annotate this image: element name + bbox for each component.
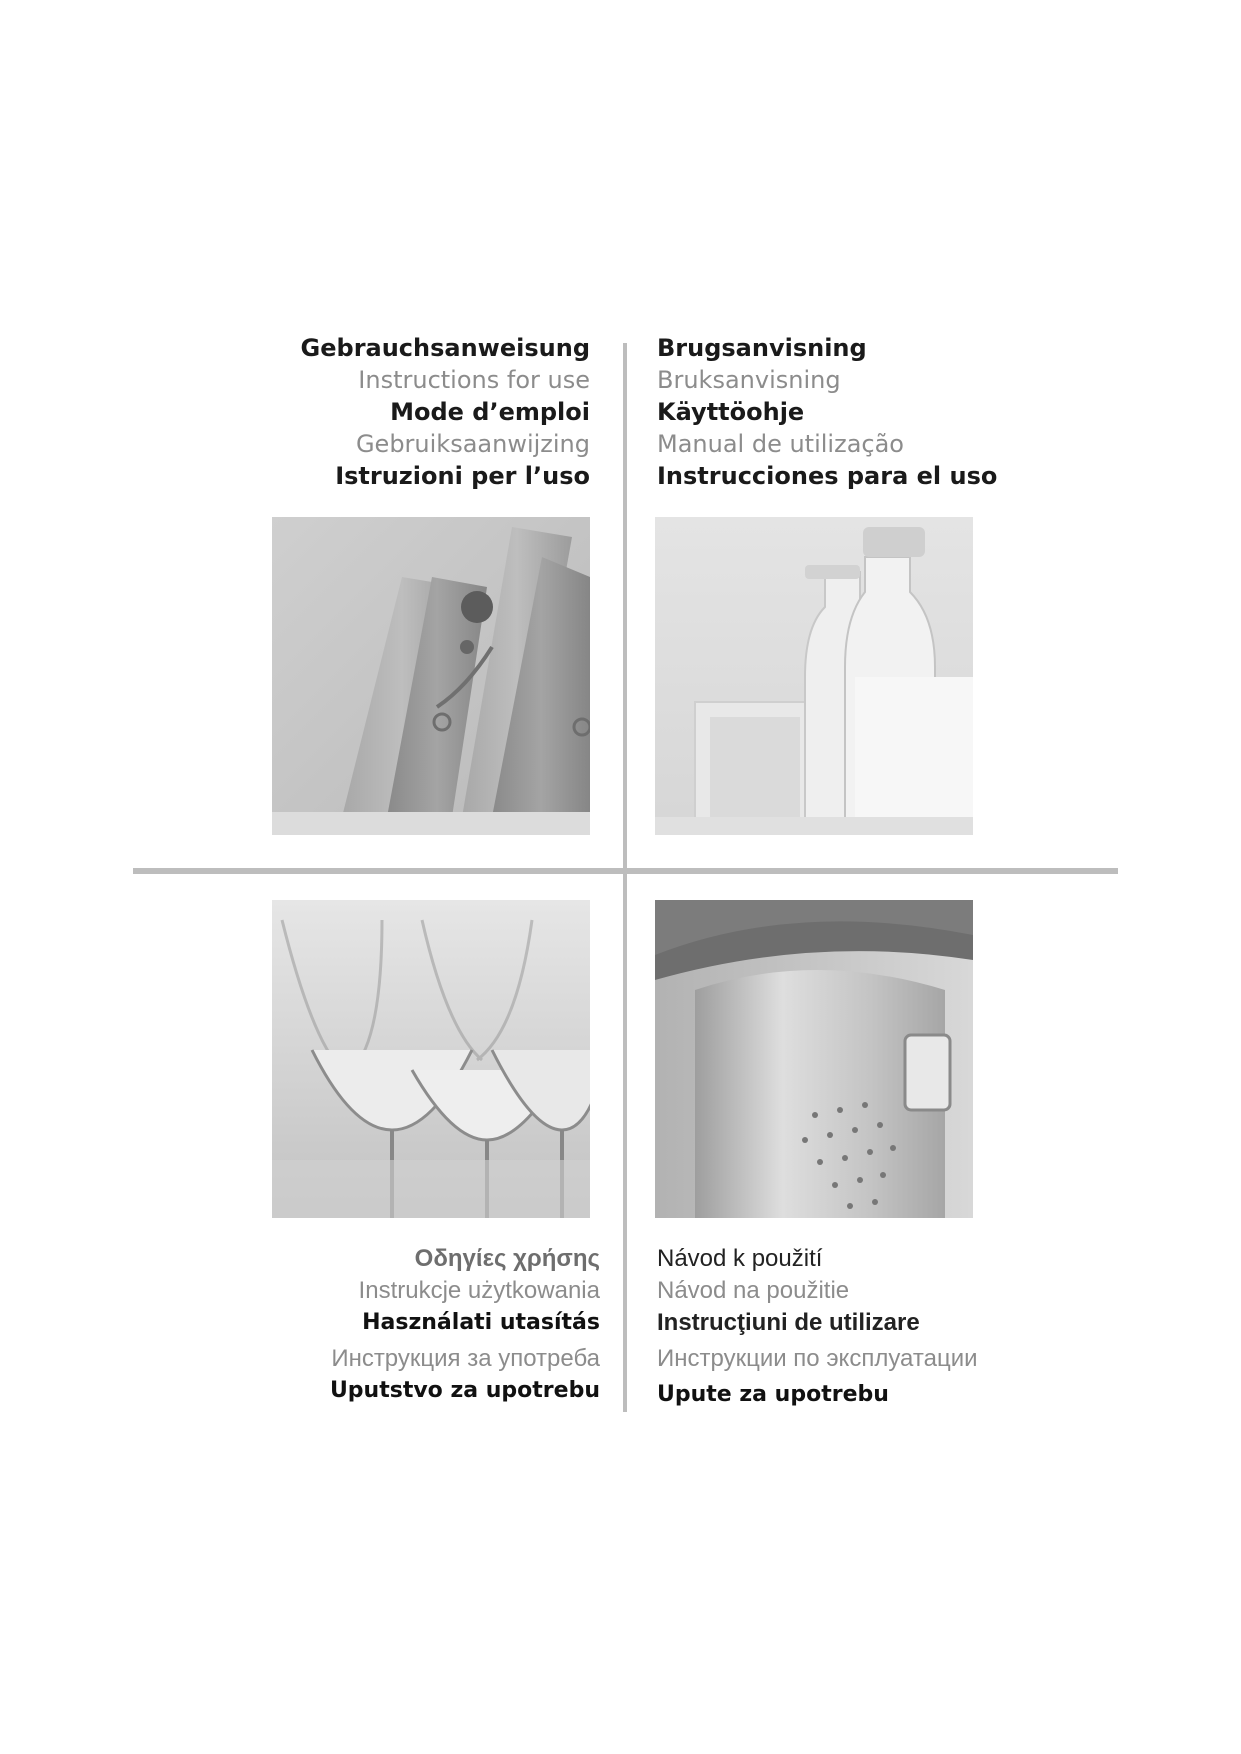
title-french: Mode d’emploi [390, 398, 590, 426]
title-spanish: Instrucciones para el uso [657, 462, 998, 490]
title-hungarian: Használati utasítás [362, 1310, 600, 1335]
milk-bottles-photo [655, 517, 973, 835]
title-polish: Instrukcje użytkowania [358, 1277, 600, 1304]
title-german: Gebrauchsanweisung [300, 334, 590, 362]
title-serbian: Uputstvo za upotrebu [329, 1378, 600, 1403]
title-slovak: Návod na použitie [657, 1277, 850, 1304]
title-portuguese: Manual de utilização [657, 430, 904, 458]
wine-glasses-photo [272, 900, 590, 1218]
title-bulgarian: Инструкция за употреба [331, 1345, 600, 1372]
clothes-pegs-photo [272, 517, 590, 835]
language-block-bottom-right [657, 1243, 997, 1411]
title-romanian: Instrucţiuni de utilizare [657, 1309, 920, 1336]
title-croatian: Upute za upotrebu [657, 1382, 889, 1407]
language-block-top-right [657, 332, 997, 492]
vertical-divider-top [623, 343, 627, 868]
language-block-top-left [250, 332, 590, 492]
title-finnish: Käyttöohje [657, 398, 805, 426]
title-italian: Istruzioni per l’uso [335, 462, 590, 490]
title-dutch: Gebruiksaanwijzing [355, 430, 590, 458]
title-english: Instructions for use [358, 366, 590, 394]
title-greek: Οδηγίες χρήσης [414, 1245, 600, 1272]
language-block-bottom-left [260, 1243, 600, 1407]
title-swedish: Bruksanvisning [657, 366, 841, 394]
title-danish: Brugsanvisning [657, 334, 867, 362]
title-russian: Инструкции по эксплуатации [657, 1345, 978, 1372]
colander-photo [655, 900, 973, 1218]
title-czech: Návod k použití [657, 1245, 823, 1272]
vertical-divider-bottom [623, 874, 627, 1412]
